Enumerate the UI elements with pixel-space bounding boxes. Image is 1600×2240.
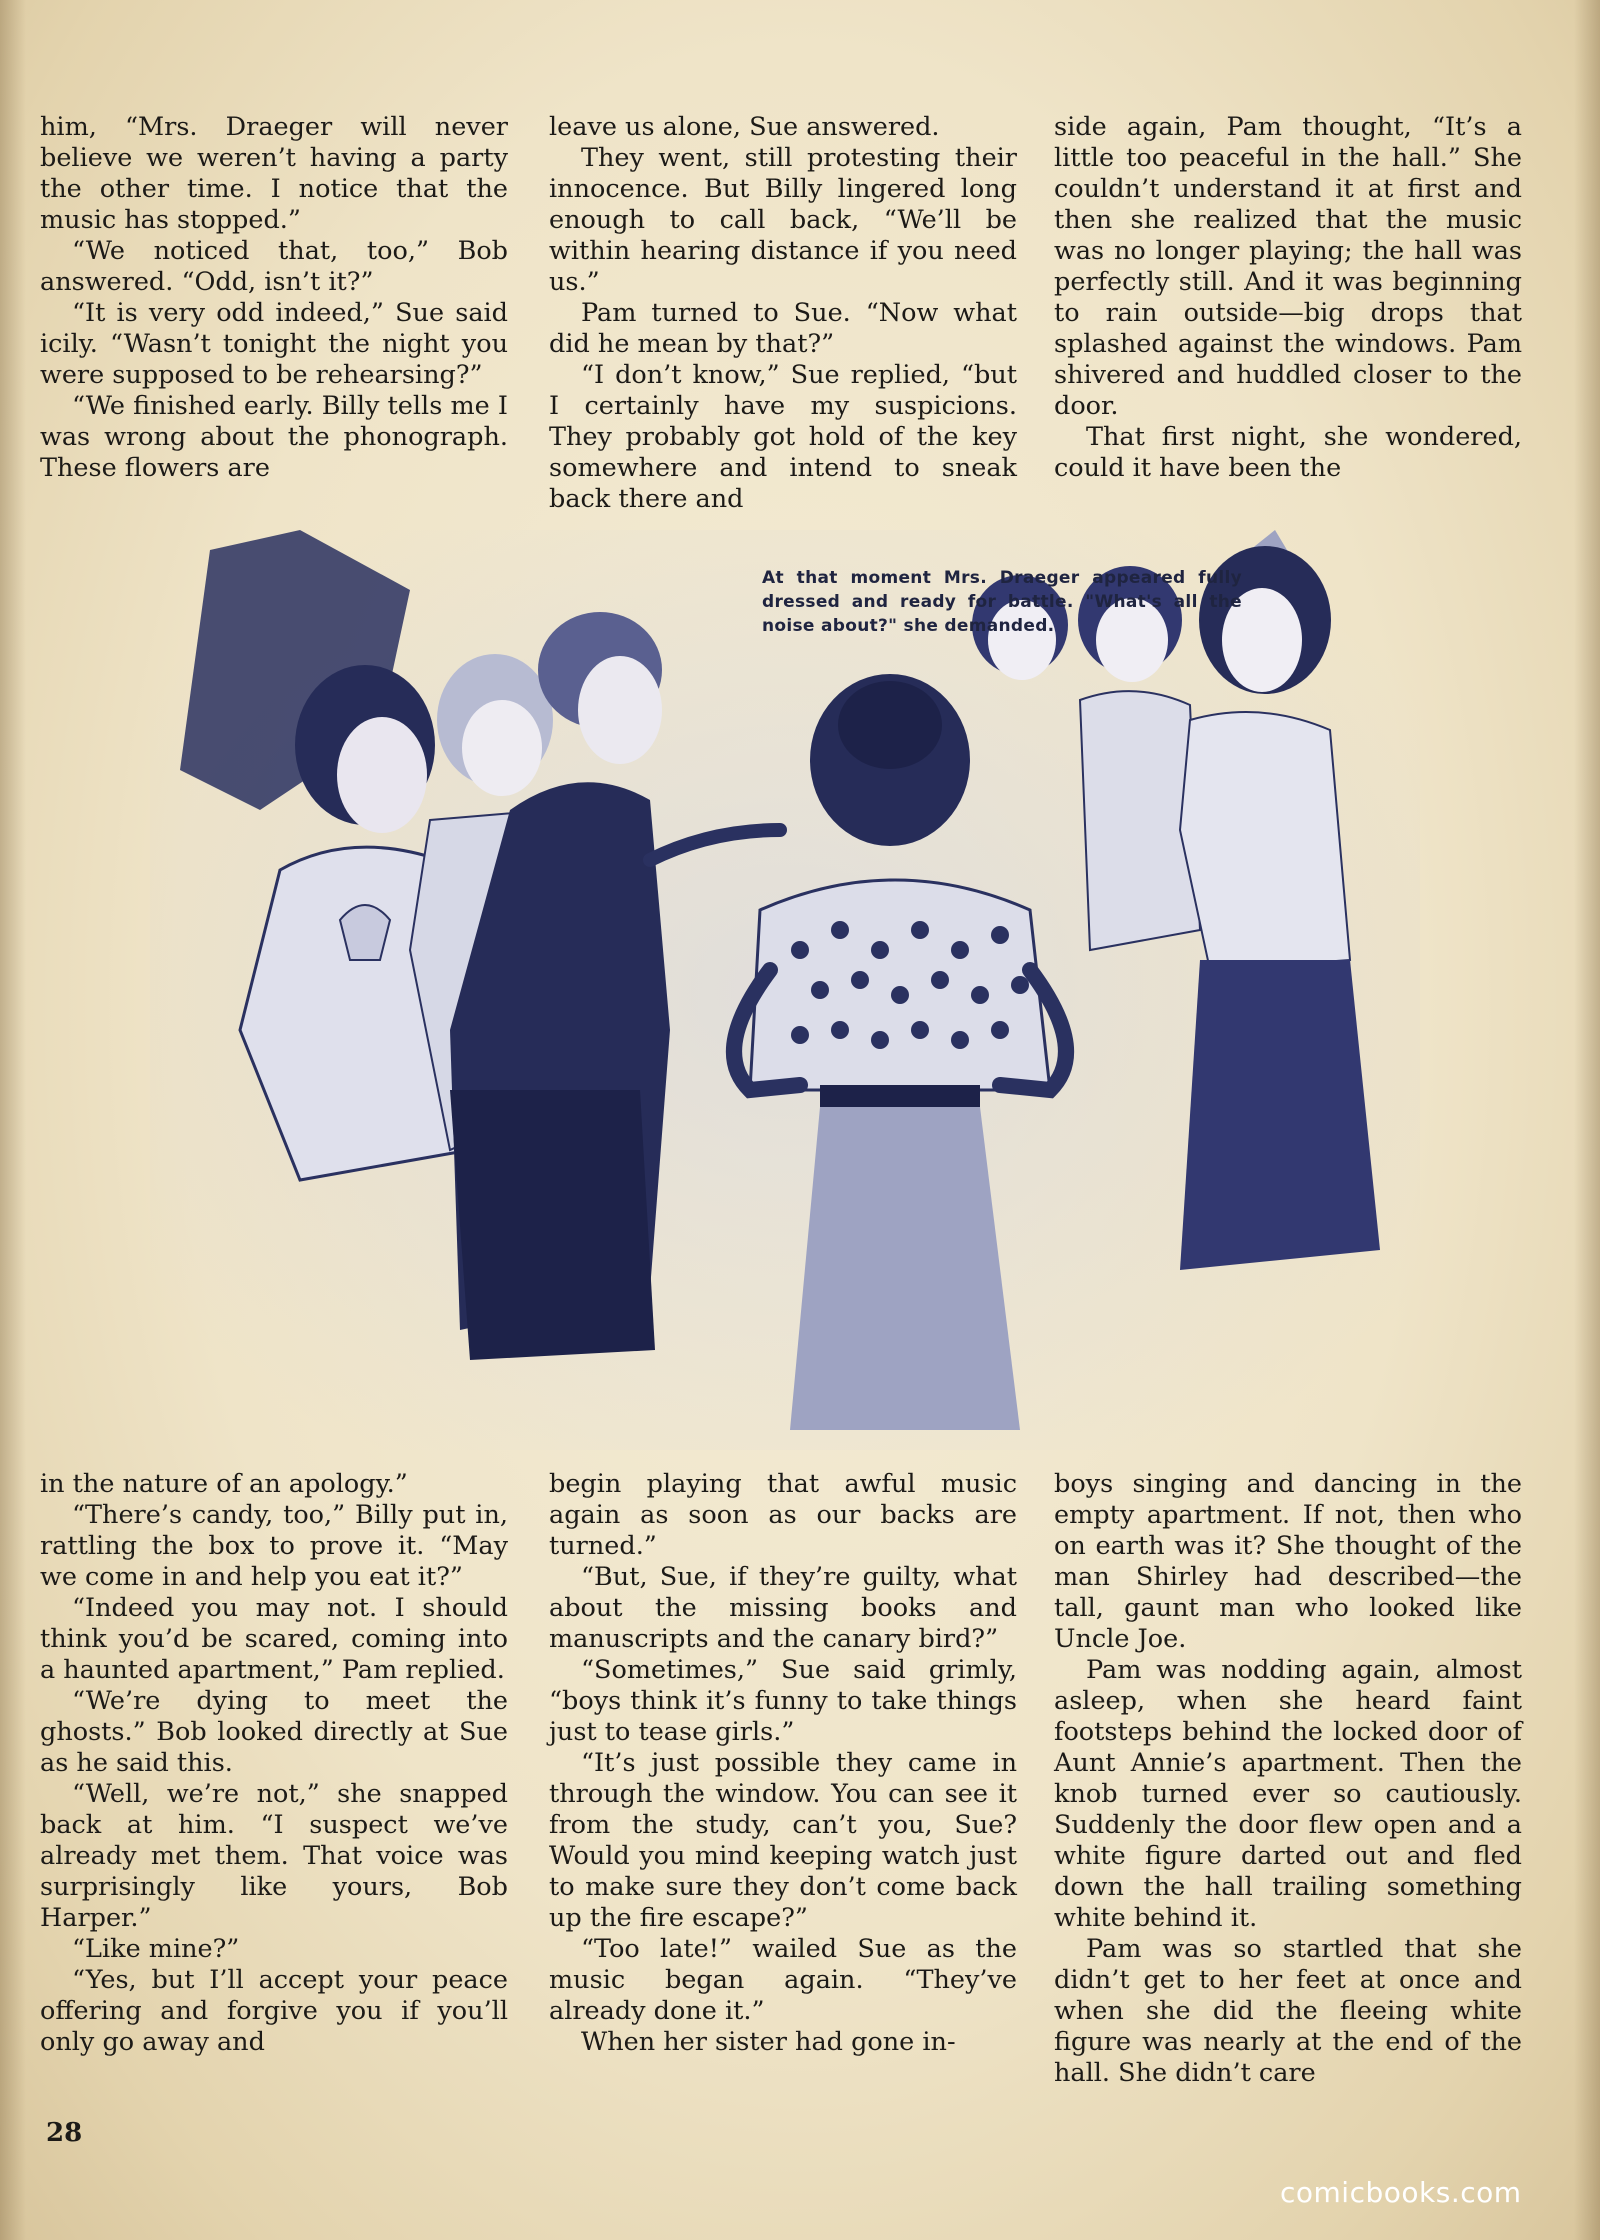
top-column-1 bbox=[40, 112, 508, 484]
paragraph: side again, Pam thought, “It’s a little too peaceful in the hall.” She couldn’t understand it at first and then she realized that the music was no longer playing; the hall was perfectly still. And it was beginning to rain outside—big drops that splashed against the windows. Pam shivered and huddled closer to the door. bbox=[1054, 112, 1522, 421]
illustration-caption: At that moment Mrs. Draeger appeared fully dressed and ready for battle. "What's all the noise about?" she demanded. bbox=[762, 568, 1242, 636]
page-number: 28 bbox=[46, 2118, 83, 2148]
paragraph: “We’re dying to meet the ghosts.” Bob looked directly at Sue as he said this. bbox=[40, 1686, 508, 1778]
paragraph: “I don’t know,” Sue replied, “but I certainly have my suspicions. They probably got hold of the key somewhere and intend to sneak back there and bbox=[549, 360, 1017, 514]
page-edge-shadow-right bbox=[1574, 0, 1600, 2240]
paragraph: Pam was nodding again, almost asleep, when she heard faint footsteps behind the locked door of Aunt Annie’s apartment. Then the knob turned ever so cautiously. Suddenly the door flew open and a white figure darted out and fled down the hall trailing something white behind it. bbox=[1054, 1655, 1522, 1933]
paragraph: in the nature of an apology.” bbox=[40, 1469, 408, 1499]
paragraph: “Yes, but I’ll accept your peace offering and forgive you if you’ll only go away and bbox=[40, 1965, 508, 2057]
story-illustration bbox=[150, 530, 1420, 1450]
paragraph: That first night, she wondered, could it have been the bbox=[1054, 422, 1522, 483]
page-edge-shadow-left bbox=[0, 0, 26, 2240]
paragraph: him, “Mrs. Draeger will never believe we weren’t having a party the other time. I notice that the music has stopped.” bbox=[40, 112, 508, 235]
bottom-column-2 bbox=[549, 1469, 1017, 2058]
top-column-2 bbox=[549, 112, 1017, 515]
paragraph: “Like mine?” bbox=[72, 1934, 240, 1964]
paragraph: “It is very odd indeed,” Sue said icily. “Wasn’t tonight the night you were supposed to be rehearsing?” bbox=[40, 298, 508, 390]
bottom-column-1 bbox=[40, 1469, 508, 2058]
paragraph: “But, Sue, if they’re guilty, what about the missing books and manuscripts and the canary bird?” bbox=[549, 1562, 1017, 1654]
paragraph: “We noticed that, too,” Bob answered. “Odd, isn’t it?” bbox=[40, 236, 508, 297]
bottom-column-3 bbox=[1054, 1469, 1522, 2089]
top-column-3 bbox=[1054, 112, 1522, 484]
paragraph: “There’s candy, too,” Billy put in, rattling the box to prove it. “May we come in and help you eat it?” bbox=[40, 1500, 508, 1592]
paragraph: “It’s just possible they came in through the window. You can see it from the study, can’t you, Sue? Would you mind keeping watch just to make sure they don’t come back up the fire escape?” bbox=[549, 1748, 1017, 1933]
paragraph: When her sister had gone in- bbox=[581, 2027, 956, 2057]
paragraph: They went, still protesting their innocence. But Billy lingered long enough to call back, “We’ll be within hearing distance if you need us.” bbox=[549, 143, 1017, 297]
watermark-text: comicbooks.com bbox=[1280, 2176, 1522, 2209]
paragraph: begin playing that awful music again as soon as our backs are turned.” bbox=[549, 1469, 1017, 1561]
paragraph: boys singing and dancing in the empty apartment. If not, then who on earth was it? She thought of the man Shirley had described—the tall, gaunt man who looked like Uncle Joe. bbox=[1054, 1469, 1522, 1654]
paragraph: Pam was so startled that she didn’t get to her feet at once and when she did the fleeing white figure was nearly at the end of the hall. She didn’t care bbox=[1054, 1934, 1522, 2088]
paragraph: “Well, we’re not,” she snapped back at him. “I suspect we’ve already met them. That voice was surprisingly like yours, Bob Harper.” bbox=[40, 1779, 508, 1933]
paragraph: leave us alone, Sue answered. bbox=[549, 112, 940, 142]
paragraph: “Sometimes,” Sue said grimly, “boys think it’s funny to take things just to tease girls.” bbox=[549, 1655, 1017, 1747]
paragraph: “Too late!” wailed Sue as the music began again. “They’ve already done it.” bbox=[549, 1934, 1017, 2026]
paragraph: “We finished early. Billy tells me I was wrong about the phonograph. These flowers are bbox=[40, 391, 508, 483]
paragraph: “Indeed you may not. I should think you’d be scared, coming into a haunted apartment,” Pam replied. bbox=[40, 1593, 508, 1685]
paragraph: Pam turned to Sue. “Now what did he mean by that?” bbox=[549, 298, 1017, 359]
